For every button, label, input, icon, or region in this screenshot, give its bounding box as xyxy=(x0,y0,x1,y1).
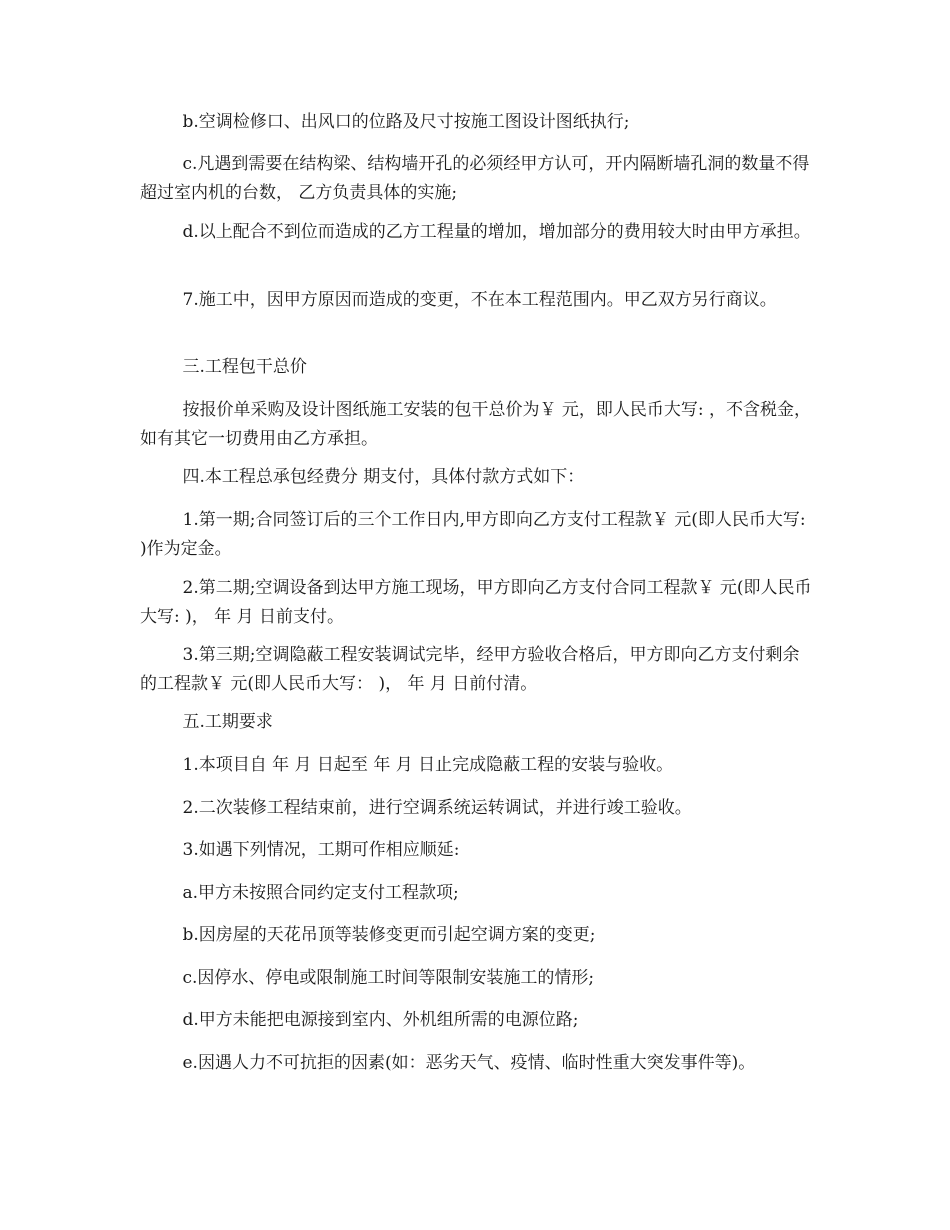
clause-c-wall-openings: c.凡遇到需要在结构梁、结构墙开孔的必须经甲方认可，开内隔断墙孔洞的数量不得超过室内机的台数， 乙方负责具体的实施; xyxy=(140,154,810,203)
clause-extension-b: b.因房屋的天花吊顶等装修变更而引起空调方案的变更; xyxy=(182,925,596,945)
clause-7-changes: 7.施工中，因甲方原因而造成的变更，不在本工程范围内。甲乙双方另行商议。 xyxy=(182,290,777,310)
clause-extension-e: e.因遇人力不可抗拒的因素(如：恶劣天气、疫情、临时性重大突发事件等)。 xyxy=(182,1053,756,1073)
clause-total-price: 按报价单采购及设计图纸施工安装的包干总价为￥ 元，即人民币大写: ，不含税金，如有其它一切费用由乙方承担。 xyxy=(140,400,812,449)
clause-payment-phase-3: 3.第三期;空调隐蔽工程安装调试完毕，经甲方验收合格后，甲方即向乙方支付剩余的工程款￥ 元(即人民币大写： )， 年 月 日前付清。 xyxy=(140,645,800,694)
clause-payment-phase-1: 1.第一期;合同签订后的三个工作日内,甲方即向乙方支付工程款￥ 元(即人民币大写: )作为定金。 xyxy=(140,510,806,559)
clause-d-extra-cost: d.以上配合不到位而造成的乙方工程量的增加，增加部分的费用较大时由甲方承担。 xyxy=(182,222,811,242)
clause-extension-d: d.甲方未能把电源接到室内、外机组所需的电源位路; xyxy=(182,1010,579,1030)
section-heading-payment: 四.本工程总承包经费分 期支付，具体付款方式如下： xyxy=(182,467,585,487)
clause-payment-phase-2: 2.第二期;空调设备到达甲方施工现场，甲方即向乙方支付合同工程款￥ 元(即人民币大写: )， 年 月 日前支付。 xyxy=(140,578,812,627)
section-heading-schedule: 五.工期要求 xyxy=(182,712,273,732)
clause-schedule-2: 2.二次装修工程结束前，进行空调系统运转调试，并进行竣工验收。 xyxy=(182,798,692,818)
clause-schedule-1: 1.本项目自 年 月 日起至 年 月 日止完成隐蔽工程的安装与验收。 xyxy=(182,755,674,775)
clause-extension-a: a.甲方未按照合同约定支付工程款项; xyxy=(182,883,459,903)
section-heading-total-price: 三.工程包干总价 xyxy=(182,357,307,377)
clause-b-ac-openings: b.空调检修口、出风口的位路及尺寸按施工图设计图纸执行; xyxy=(182,112,630,132)
clause-extension-c: c.因停水、停电或限制施工时间等限制安装施工的情形; xyxy=(182,968,595,988)
clause-schedule-3: 3.如遇下列情况，工期可作相应顺延: xyxy=(182,840,460,860)
